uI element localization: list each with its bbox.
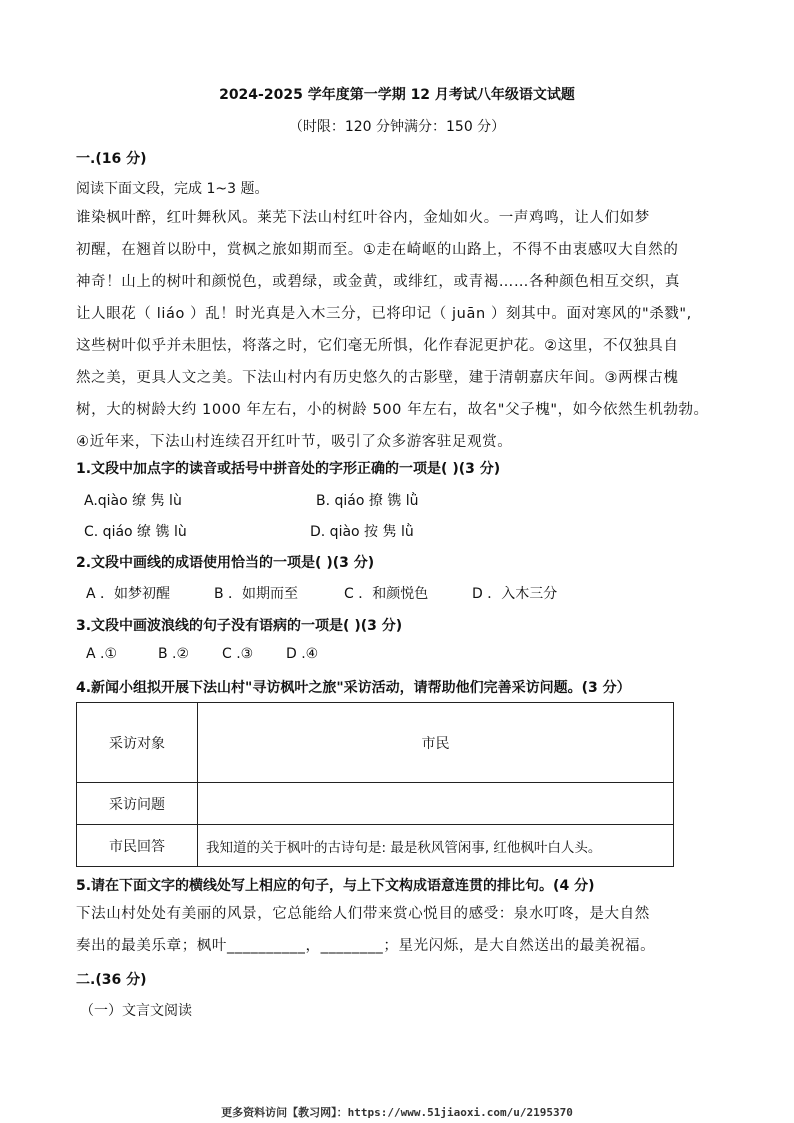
interview-question-answer-cell[interactable] [198, 783, 674, 825]
q2-option-b: B ．如期而至 [214, 586, 299, 602]
q3-option-a: A .① [86, 646, 118, 662]
footer-link-text[interactable]: 更多资料访问【教习网】：https://www.51jiaoxi.com/u/2195370 [221, 1106, 573, 1119]
table-cell-label: 采访问题 [77, 783, 198, 825]
table-cell-label: 市民回答 [77, 825, 198, 867]
reading-instruction: 阅读下面文段，完成 1~3 题。 [76, 181, 269, 197]
q1-option-c: C. qiáo 缭 镌 lù [84, 524, 187, 540]
q1-option-a: A.qiào 缭 隽 lù [84, 493, 182, 509]
question-5-text [76, 898, 721, 962]
passage-line: 神奇！山上的树叶和颜悦色，或碧绿，或金黄，或绯红，或青褐……各种颜色相互交织，真 [76, 274, 680, 290]
exam-subtitle: （时限：120 分钟满分：150 分） [288, 119, 506, 135]
exam-title: 2024-2025 学年度第一学期 12 月考试八年级语文试题 [219, 87, 575, 103]
reading-passage [76, 202, 721, 458]
table-cell-label: 采访对象 [77, 703, 198, 783]
passage-line: 这些树叶似乎并未胆怯，将落之时，它们毫无所惧，化作春泥更护花。②这里，不仅独具自 [76, 338, 679, 354]
q2-option-a: A ．如梦初醒 [86, 586, 171, 602]
passage-line: 谁染枫叶醉，红叶舞秋风。莱芜下法山村红叶谷内，金灿如火。一声鸡鸣，让人们如梦 [76, 210, 650, 226]
table-row [77, 783, 674, 825]
passage-line: ④近年来，下法山村连续召开红叶节，吸引了众多游客驻足观赏。 [76, 434, 513, 450]
q2-option-d: D ．入木三分 [472, 586, 558, 602]
question-5-stem: 5.请在下面文字的横线处写上相应的句子，与上下文构成语意连贯的排比句。(4 分) [76, 878, 595, 894]
passage-line: 树，大的树龄大约 1000 年左右，小的树龄 500 年左右，故名"父子槐"，如今依然生机勃勃。 [76, 402, 709, 418]
q5-line: 下法山村处处有美丽的风景，它总能给人们带来赏心悦目的感受：泉水叮咚，是大自然 [76, 906, 650, 922]
table-cell-value: 我知道的关于枫叶的古诗句是: 最是秋风管闲事, 红他枫叶白人头。 [198, 825, 674, 867]
q1-option-b: B. qiáo 撩 镌 lǜ [316, 493, 419, 509]
question-3-stem: 3.文段中画波浪线的句子没有语病的一项是( )(3 分) [76, 618, 403, 634]
table-cell-value: 市民 [198, 703, 674, 783]
q1-option-d: D. qiào 按 隽 lǜ [310, 524, 414, 540]
section-two-sub: （一）文言文阅读 [80, 1003, 192, 1019]
q3-option-c: C .③ [222, 646, 254, 662]
section-one-label: 一.(16 分) [76, 151, 147, 167]
question-1-stem: 1.文段中加点字的读音或括号中拼音处的字形正确的一项是( )(3 分) [76, 461, 501, 477]
table-row [77, 825, 674, 867]
passage-line: 初醒，在翘首以盼中，赏枫之旅如期而至。①走在崎岖的山路上，不得不由衷感叹大自然的 [76, 242, 679, 258]
question-2-stem: 2.文段中画线的成语使用恰当的一项是( )(3 分) [76, 555, 375, 571]
section-two-label: 二.(36 分) [76, 972, 147, 988]
passage-line: 然之美，更具人文之美。下法山村内有历史悠久的古影壁，建于清朝嘉庆年间。③两棵古槐 [76, 370, 679, 386]
q3-option-d: D .④ [286, 646, 319, 662]
table-row [77, 703, 674, 783]
question-4-stem: 4.新闻小组拟开展下法山村"寻访枫叶之旅"采访活动，请帮助他们完善采访问题。(3 分） [76, 680, 631, 696]
passage-line: 让人眼花（ liáo ）乱！时光真是入木三分，已将印记（ juān ）刻其中。面对寒风的"杀戮", [76, 306, 692, 322]
q3-option-b: B .② [158, 646, 190, 662]
q2-option-c: C ．和颜悦色 [344, 586, 429, 602]
interview-table [76, 702, 674, 867]
q5-line: 奏出的最美乐章；枫叶__________，________；星光闪烁，是大自然送出的最美祝福。 [76, 938, 656, 954]
